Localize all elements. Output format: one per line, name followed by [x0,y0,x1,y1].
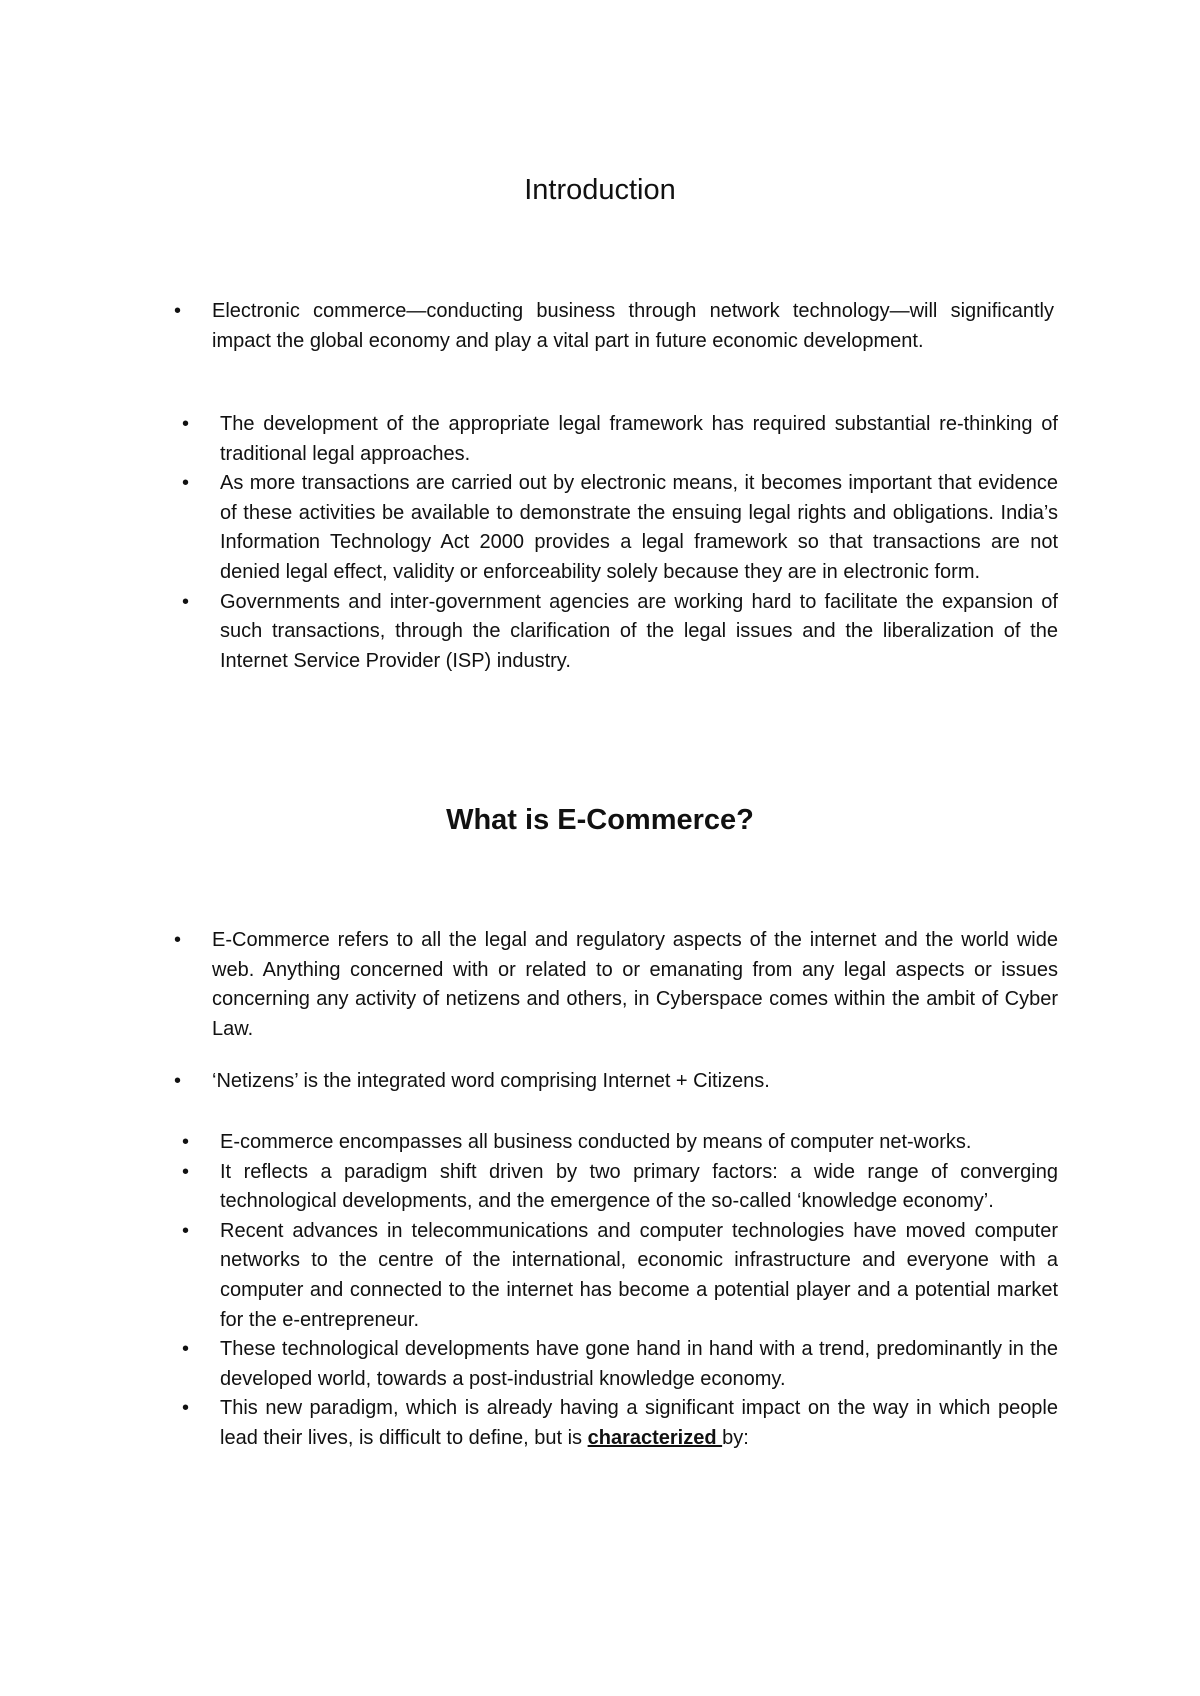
heading-introduction: Introduction [524,174,676,206]
ecommerce-list [220,1128,1058,1454]
list-item: • The development of the appropriate legal framework has required substantial re-thinking of traditional legal approaches. [220,410,1058,469]
list-item: • As more transactions are carried out by electronic means, it becomes important that evidence of these activities be available to demonstrate the ensuing legal rights and obligations. India’s Information Technology Act 2000 provides a legal framework so that transactions are not denied legal effect, validity or enforceability solely because they are in electronic form. [220,469,1058,587]
list-item: • E-Commerce refers to all the legal and regulatory aspects of the internet and the world wide web. Anything concerned with or related to or emanating from any legal aspects or issues concerning any activity of netizens and others, in Cyberspace comes within the ambit of Cyber Law. [212,926,1058,1044]
list-item: • Electronic commerce—conducting business through network technology—will significantly impact the global economy and play a vital part in future economic development. [212,297,1054,356]
last-bullet-text: This new paradigm, which is already having a significant impact on the way in which people lead their lives, is difficult to define, but is [220,1397,1058,1449]
list-item: • ‘Netizens’ is the integrated word comprising Internet + Citizens. [212,1067,1058,1097]
list-item-last [220,1394,1058,1453]
introduction-first-list [212,297,1054,356]
list-item: • Governments and inter-government agencies are working hard to facilitate the expansion of such transactions, through the clarification of the legal issues and the liberalization of the Internet Service Provider (ISP) industry. [220,588,1058,677]
emphasized-word: characterized [587,1426,723,1449]
list-item: • These technological developments have gone hand in hand with a trend, predominantly in the developed world, towards a post-industrial knowledge economy. [220,1335,1058,1394]
last-bullet-tail: by: [722,1426,749,1449]
heading-what-is-ecommerce: What is E-Commerce? [446,804,754,836]
introduction-list [220,410,1058,676]
list-item: • It reflects a paradigm shift driven by two primary factors: a wide range of converging technological developments, and the emergence of the so-called ‘knowledge economy’. [220,1158,1058,1217]
ecommerce-first-list [212,926,1058,1097]
list-item: • Recent advances in telecommunications and computer technologies have moved computer networks to the centre of the international, economic infrastructure and everyone with a computer and connected to the internet has become a potential player and a potential market for the e-entrepreneur. [220,1217,1058,1335]
list-item: • E-commerce encompasses all business conducted by means of computer net-works. [220,1128,1058,1158]
